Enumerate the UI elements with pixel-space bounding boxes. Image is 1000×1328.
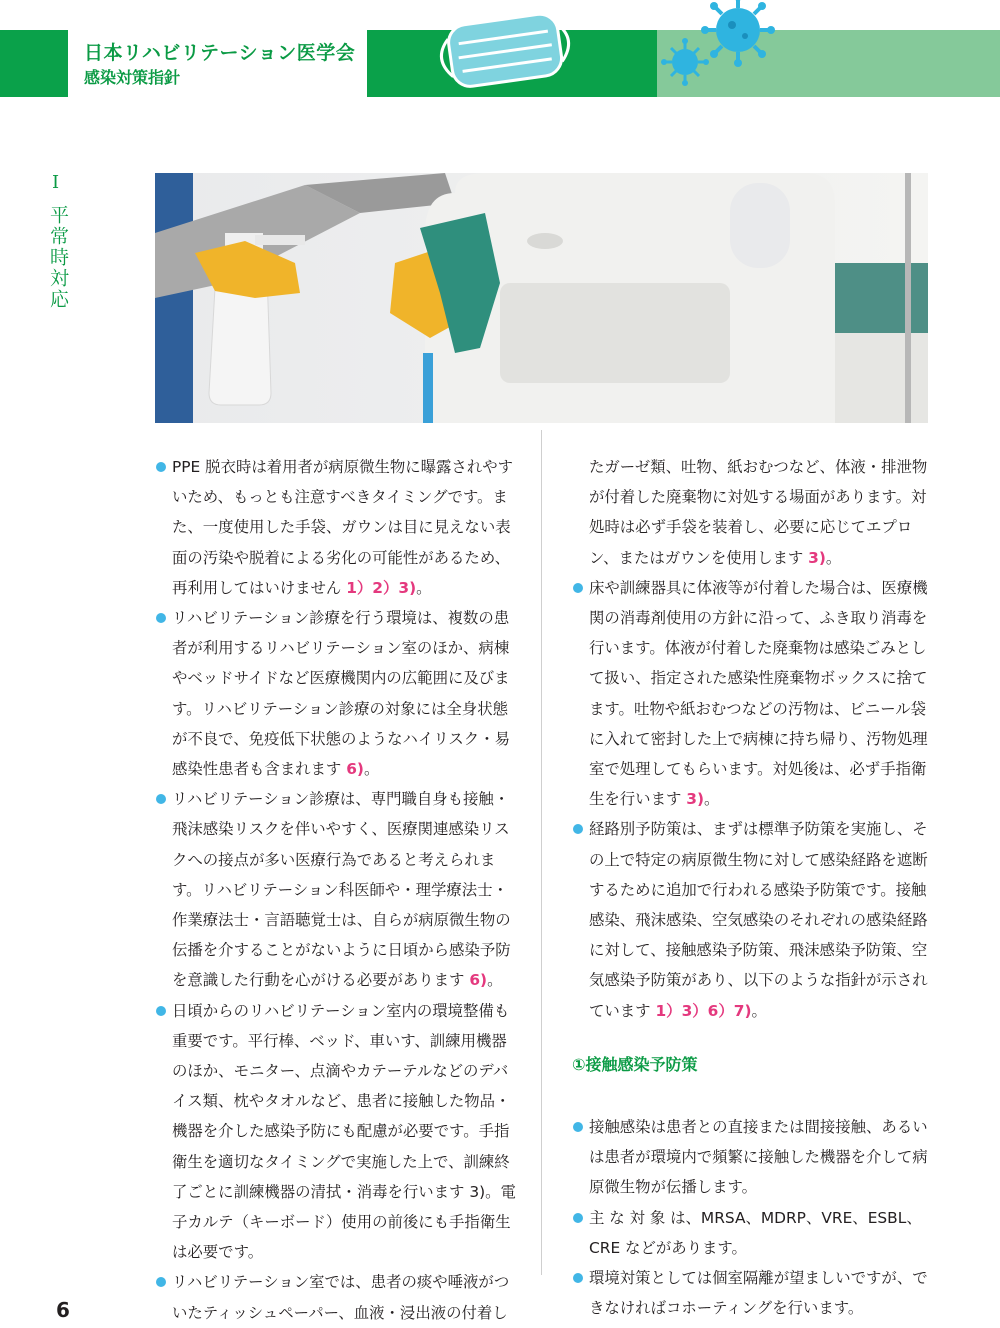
list-item-tail: 。 bbox=[363, 760, 380, 779]
list-item bbox=[155, 1267, 521, 1327]
reference-mark: 3) bbox=[808, 548, 826, 567]
list-item-text: 日頃からのリハビリテーション室内の環境整備も重要です。平行棒、ベッド、車いす、訓練用機器のほか、モニター、点滴やカテーテルなどのデバイス類、枕やタオルなど、患者に接触した物品・機器を介した感染予防にも配慮が必要です。手指衛生を適切なタイミングで実施した上で、訓練終了ごとに訓練機器の清拭・消毒を行います 3)。電子カルテ（キーボード）使用の前後にも手指衛生は必要です。 bbox=[172, 1001, 516, 1262]
page-subtitle: 感染対策指針 bbox=[84, 68, 181, 87]
list-item-text: 主 な 対 象 は、MRSA、MDRP、VRE、ESBL、CRE などがあります。 bbox=[589, 1208, 922, 1257]
list-item-tail: 。 bbox=[487, 971, 503, 990]
list-item-text: たガーゼ類、吐物、紙おむつなど、体液・排泄物が付着した廃棄物に対処する場面があります。対処時は必ず手袋を装着し、必要に応じてエプロン、またはガウンを使用します bbox=[589, 458, 928, 567]
list-item-tail: 。 bbox=[704, 790, 720, 809]
list-item bbox=[155, 996, 521, 1268]
right-column bbox=[572, 452, 938, 1323]
page-title: 日本リハビリテーション医学会 bbox=[84, 42, 356, 64]
virus-icon-large bbox=[701, 0, 775, 67]
reference-mark: 1）3）6）7) bbox=[655, 1001, 752, 1020]
mask-virus-illustration bbox=[430, 0, 790, 100]
mask-icon bbox=[437, 11, 572, 90]
reference-mark: 1）2）3) bbox=[346, 578, 417, 597]
list-item bbox=[572, 1263, 938, 1323]
list-item-text: リハビリテーション診療を行う環境は、複数の患者が利用するリハビリテーション室のほか、病棟やベッドサイドなど医療機関内の広範囲に及びます。リハビリテーション診療の対象には全身状態が不良で、免疫低下状態のようなハイリスク・易感染性患者も含まれます bbox=[172, 609, 510, 779]
list-item-continued bbox=[572, 452, 938, 573]
list-item-text: 経路別予防策は、まずは標準予防策を実施し、その上で特定の病原微生物に対して感染経路を遮断するために追加で行われる感染予防策です。接触感染、飛沫感染、空気感染のそれぞれの感染経路に対して、接触感染予防策、飛沫感染予防策、空気感染予防策があり、以下のような指針が示されています bbox=[589, 820, 928, 1020]
reference-mark: 3) bbox=[686, 790, 704, 809]
list-item-tail: 。 bbox=[416, 578, 432, 597]
list-item bbox=[155, 784, 521, 995]
list-item bbox=[572, 1112, 938, 1203]
list-item-tail: 。 bbox=[751, 1001, 767, 1020]
list-item-text: リハビリテーション室では、患者の痰や唾液がついたティッシュペーパー、血液・浸出液の付着し bbox=[172, 1273, 510, 1322]
cleaning-bed-photo bbox=[155, 173, 928, 423]
list-item bbox=[155, 603, 521, 784]
list-item bbox=[572, 1203, 938, 1263]
list-item bbox=[572, 814, 938, 1025]
virus-icon-small bbox=[661, 38, 709, 86]
list-item-text: リハビリテーション診療は、専門職自身も接触・飛沫感染リスクを伴いやすく、医療関連感染リスクへの接点が多い医療行為であると考えられます。リハビリテーション科医師や・理学療法士・作業療法士・言語聴覚士は、自らが病原微生物の伝播を介することがないように日頃から感染予防を意識した行動を心がける必要があります bbox=[172, 790, 511, 990]
section-title: 平常時対応 bbox=[47, 205, 69, 310]
list-item-text: PPE 脱衣時は着用者が病原微生物に曝露されやすいため、もっとも注意すべきタイミングです。また、一度使用した手袋、ガウンは目に見えない表面の汚染や脱着による劣化の可能性があるため、再利用してはいけません bbox=[172, 458, 513, 597]
reference-mark: 6) bbox=[469, 971, 488, 990]
reference-mark: 6) bbox=[346, 760, 364, 779]
column-divider bbox=[541, 430, 542, 1275]
page-number: 6 bbox=[56, 1298, 70, 1322]
list-item-text: 床や訓練器具に体液等が付着した場合は、医療機関の消毒剤使用の方針に沿って、ふき取り消毒を行います。体液が付着した廃棄物は感染ごみとして扱い、指定された感染性廃棄物ボックスに捨てます。吐物や紙おむつなどの汚物は、ビニール袋に入れて密封した上で病棟に持ち帰り、汚物処理室で処理してもらいます。対処後は、必ず手指衛生を行います bbox=[589, 578, 928, 809]
list-item-tail: 。 bbox=[825, 548, 842, 567]
left-column bbox=[155, 452, 521, 1328]
subsection-heading: ①接触感染予防策 bbox=[572, 1054, 698, 1074]
list-item-text: 環境対策としては個室隔離が望ましいですが、できなければコホーティングを行います。 bbox=[589, 1269, 928, 1318]
list-item bbox=[155, 452, 521, 603]
section-number: I bbox=[52, 172, 60, 193]
list-item-text: 接触感染は患者との直接または間接接触、あるいは患者が環境内で頻繁に接触した機器を介して病原微生物が伝播します。 bbox=[589, 1118, 928, 1197]
list-item bbox=[572, 573, 938, 815]
